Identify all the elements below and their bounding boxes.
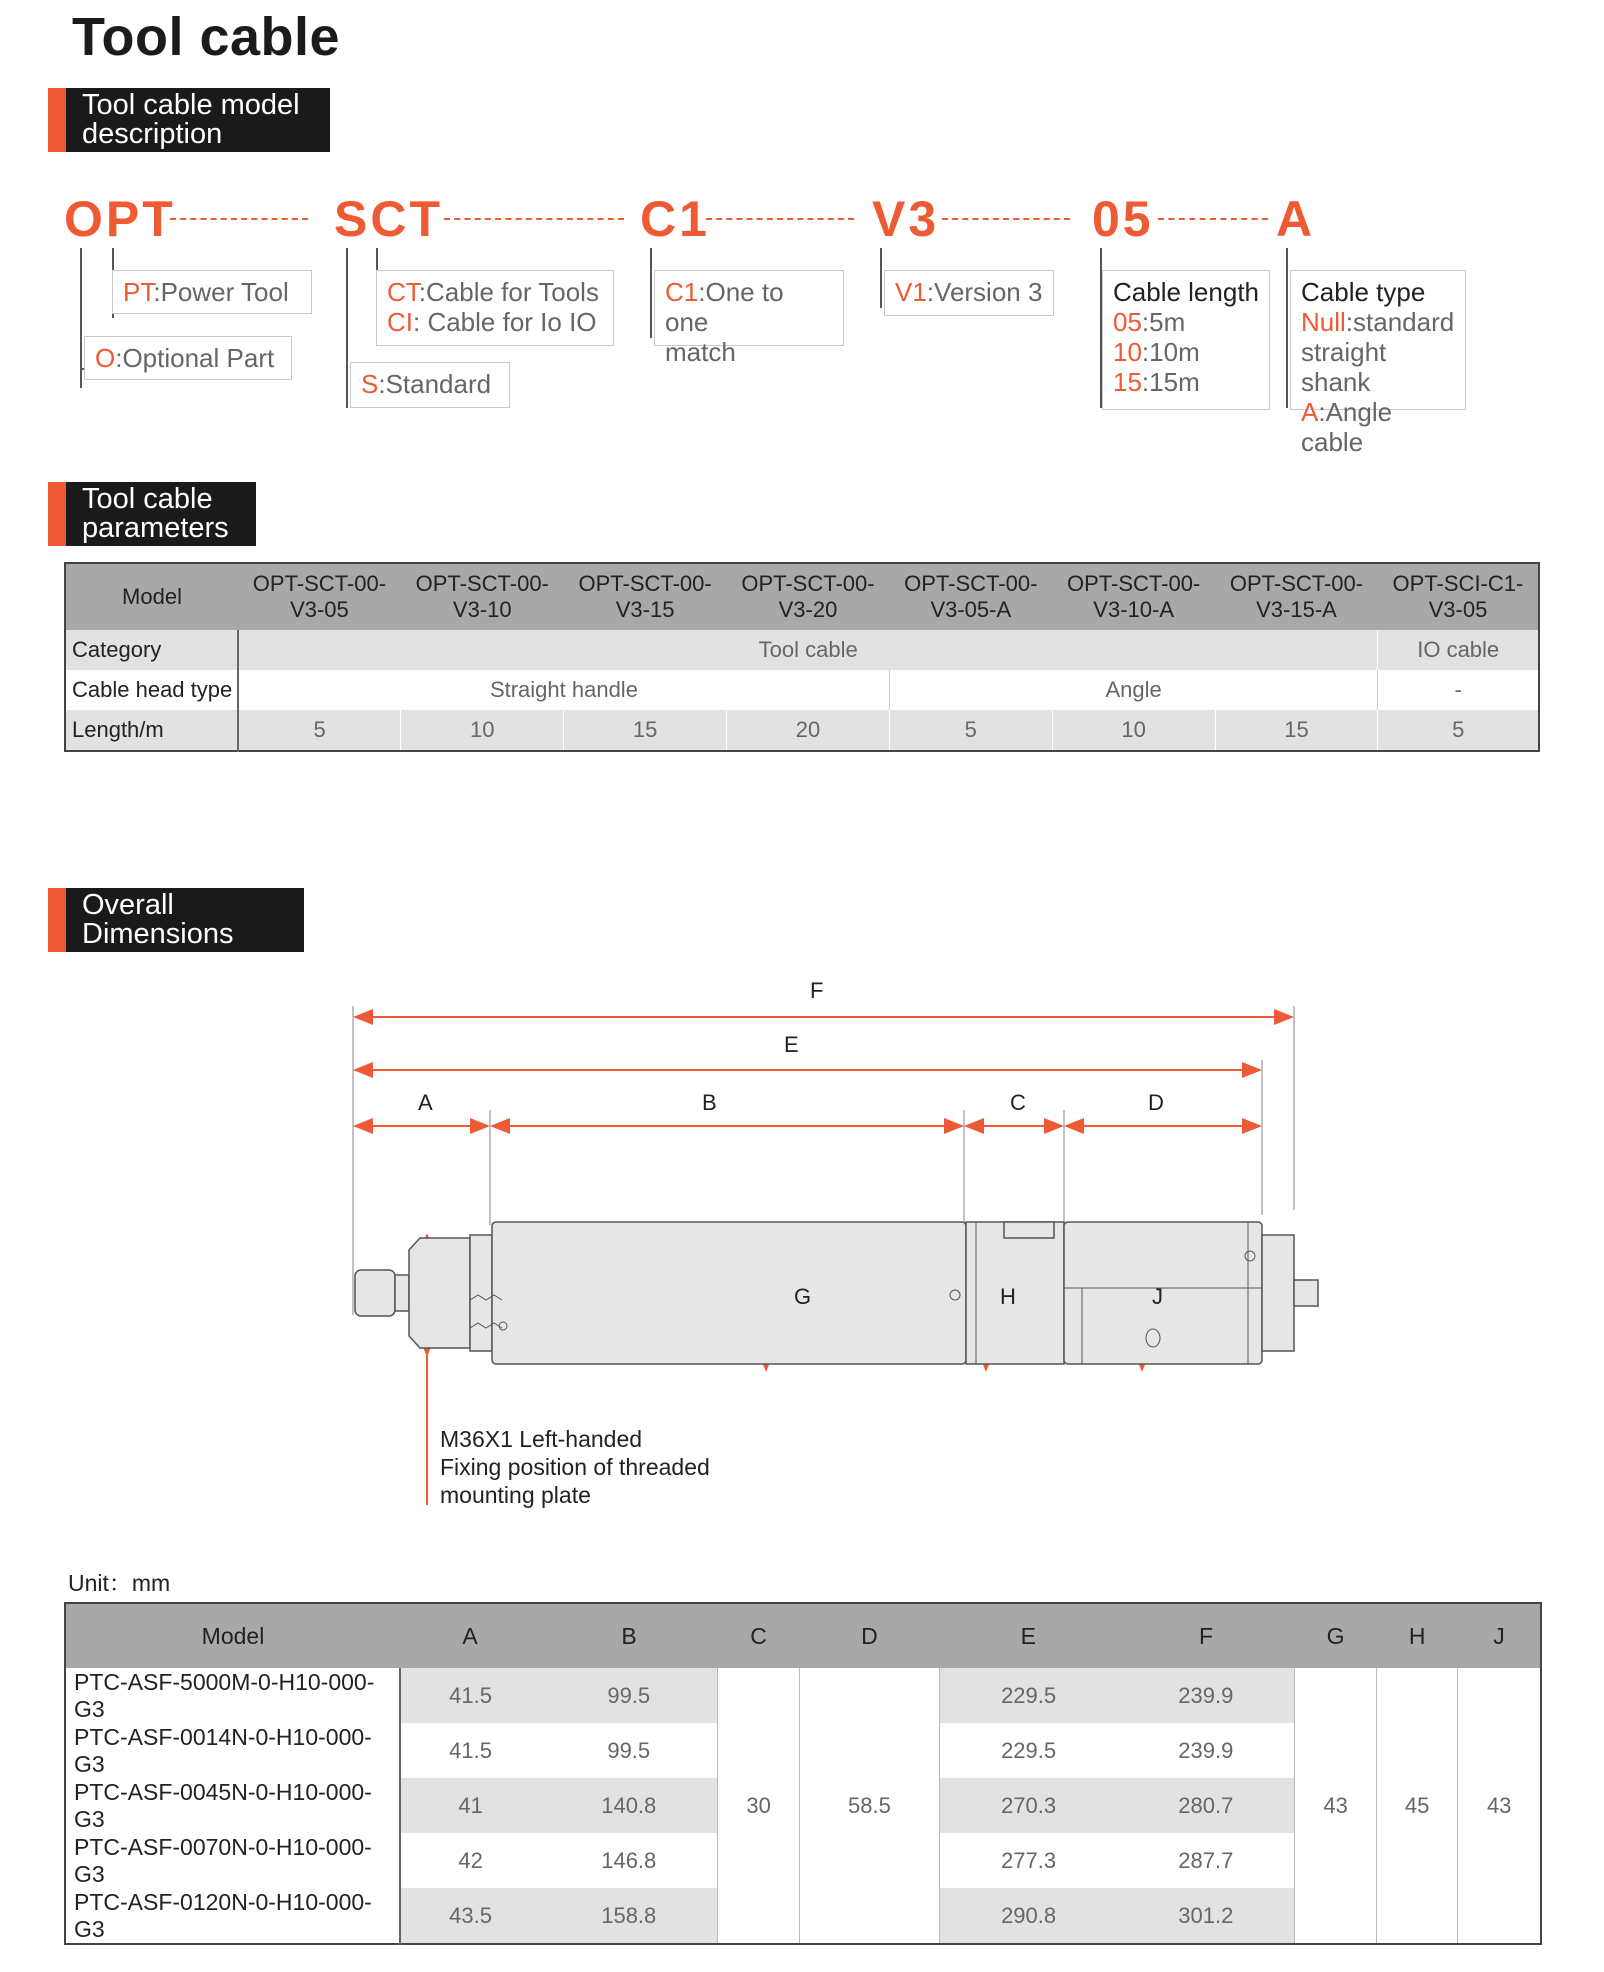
dim-label-g: G	[794, 1284, 812, 1309]
table-cell: 41.5	[400, 1723, 540, 1778]
section-accent-bar	[48, 888, 66, 952]
section-accent-bar	[48, 482, 66, 546]
section-title-line: Overall	[82, 889, 174, 921]
header-cell: Model	[65, 1603, 400, 1668]
header-cell: J	[1458, 1603, 1541, 1668]
header-cell: E	[940, 1603, 1118, 1668]
section-title-line: description	[82, 118, 223, 150]
table-cell: 99.5	[540, 1668, 718, 1723]
model-cell: PTC-ASF-0070N-0-H10-000-G3	[65, 1833, 400, 1888]
desc-text: match	[665, 337, 736, 367]
table-cell: 239.9	[1117, 1723, 1295, 1778]
table-cell: 15	[564, 710, 727, 751]
desc-box-type	[1290, 270, 1466, 457]
desc-box-length	[1102, 270, 1270, 410]
table-cell: 99.5	[540, 1723, 718, 1778]
desc-box-o	[84, 336, 292, 380]
table-cell: 287.7	[1117, 1833, 1295, 1888]
table-cell: 5	[889, 710, 1052, 751]
section-title-line: Dimensions	[82, 918, 234, 950]
desc-box-c1	[654, 270, 844, 367]
row-header: Cable head type	[65, 670, 238, 710]
header-cell: OPT-SCT-00- V3-15-A	[1215, 563, 1378, 630]
tool-drawing	[0, 960, 1604, 1520]
table-row	[65, 710, 1539, 751]
dim-label-e: E	[784, 1032, 799, 1057]
header-cell: G	[1295, 1603, 1377, 1668]
desc-key: CI	[387, 307, 413, 337]
dim-label-d: D	[1148, 1090, 1164, 1115]
desc-text: :Angle cable	[1301, 397, 1393, 457]
section-title-line: Tool cable model	[82, 89, 300, 121]
model-cell: PTC-ASF-5000M-0-H10-000-G3	[65, 1668, 400, 1723]
dim-label-b: B	[702, 1090, 717, 1115]
table-cell: 20	[727, 710, 890, 751]
desc-box-pt	[112, 270, 312, 314]
code-dash	[1158, 218, 1268, 220]
desc-key: A	[1301, 397, 1319, 427]
header-cell: B	[540, 1603, 718, 1668]
table-cell: 43	[1295, 1668, 1377, 1944]
dim-label-j: J	[1152, 1284, 1163, 1309]
desc-text: :One to one	[665, 277, 784, 337]
header-cell: OPT-SCT-00- V3-15	[564, 563, 727, 630]
header-cell: OPT-SCT-00- V3-05-A	[889, 563, 1052, 630]
dim-label-h: H	[1000, 1284, 1016, 1309]
table-cell: 10	[401, 710, 564, 751]
table-cell: Angle	[889, 670, 1378, 710]
table-cell: 146.8	[540, 1833, 718, 1888]
code-part-v3: V3	[872, 191, 940, 247]
table-cell: 280.7	[1117, 1778, 1295, 1833]
note-line: Fixing position of threaded	[440, 1454, 710, 1480]
header-cell: OPT-SCI-C1- V3-05	[1378, 563, 1539, 630]
note-line: mounting plate	[440, 1482, 591, 1508]
section-title-line: parameters	[82, 512, 229, 544]
table-cell: 58.5	[799, 1668, 939, 1944]
desc-text: :Power Tool	[153, 277, 289, 307]
header-cell: OPT-SCT-00- V3-05	[238, 563, 401, 630]
table-cell: 239.9	[1117, 1668, 1295, 1723]
header-cell: H	[1376, 1603, 1458, 1668]
desc-text: straight shank	[1301, 337, 1387, 397]
code-dash	[170, 218, 308, 220]
table-cell: 158.8	[540, 1888, 718, 1944]
code-part-sct: SCT	[334, 191, 443, 247]
header-cell: A	[400, 1603, 540, 1668]
desc-title: Cable length	[1113, 277, 1259, 307]
table-row	[65, 1668, 1541, 1723]
desc-text: :Cable for Tools	[418, 277, 599, 307]
desc-key: S	[361, 369, 379, 399]
code-dash	[444, 218, 624, 220]
code-dash	[706, 218, 854, 220]
row-header: Category	[65, 630, 238, 670]
connector-line	[80, 248, 82, 388]
dim-label-c: C	[1010, 1090, 1026, 1115]
code-part-opt: OPT	[64, 191, 176, 247]
tool-body	[355, 1222, 1318, 1364]
desc-text: :10m	[1141, 337, 1200, 367]
model-cell: PTC-ASF-0120N-0-H10-000-G3	[65, 1888, 400, 1944]
table-cell: 270.3	[940, 1778, 1118, 1833]
table-cell: IO cable	[1378, 630, 1539, 670]
table-cell: 301.2	[1117, 1888, 1295, 1944]
desc-box-ct-ci	[376, 270, 614, 346]
desc-key: Null	[1301, 307, 1346, 337]
desc-text: :Standard	[378, 369, 492, 399]
table-cell: 41.5	[400, 1668, 540, 1723]
desc-box-v1	[884, 270, 1054, 316]
table-cell: 229.5	[940, 1723, 1118, 1778]
table-cell: Tool cable	[238, 630, 1378, 670]
table-cell: 41	[400, 1778, 540, 1833]
desc-key: 05	[1113, 307, 1142, 337]
table-cell: 43.5	[400, 1888, 540, 1944]
code-dash	[942, 218, 1070, 220]
desc-key: O	[95, 343, 116, 373]
connector-line	[880, 248, 882, 308]
dimensions-table	[64, 1602, 1542, 1945]
desc-key: 10	[1113, 337, 1142, 367]
desc-text: :15m	[1141, 367, 1200, 397]
parameter-table	[64, 562, 1540, 752]
row-header: Length/m	[65, 710, 238, 751]
section-title-line: Tool cable	[82, 483, 213, 515]
desc-key: V1	[895, 277, 927, 307]
section-header-model-description	[48, 88, 330, 152]
desc-text: :standard	[1345, 307, 1455, 337]
desc-key: 15	[1113, 367, 1142, 397]
section-accent-bar	[48, 88, 66, 152]
desc-key: CT	[387, 277, 419, 307]
desc-key: C1	[665, 277, 699, 307]
desc-text: :Version 3	[926, 277, 1043, 307]
table-cell: 10	[1052, 710, 1215, 751]
table-cell: 45	[1376, 1668, 1458, 1944]
thread-note	[440, 1425, 710, 1509]
table-header-row	[65, 563, 1539, 630]
code-part-05: 05	[1092, 191, 1154, 247]
note-line: M36X1 Left-handed	[440, 1426, 643, 1452]
dim-label-a: A	[418, 1090, 433, 1115]
section-header-dimensions	[48, 888, 304, 952]
desc-text: : Cable for Io IO	[413, 307, 597, 337]
model-cell: PTC-ASF-0045N-0-H10-000-G3	[65, 1778, 400, 1833]
header-cell: OPT-SCT-00- V3-10-A	[1052, 563, 1215, 630]
table-cell: 43	[1458, 1668, 1541, 1944]
table-cell: 140.8	[540, 1778, 718, 1833]
desc-key: PT	[123, 277, 154, 307]
code-part-c1: C1	[640, 191, 710, 247]
table-row	[65, 630, 1539, 670]
page-title: Tool cable	[72, 7, 341, 67]
table-cell: -	[1378, 670, 1539, 710]
table-cell: 290.8	[940, 1888, 1118, 1944]
desc-text: :5m	[1141, 307, 1186, 337]
table-cell: 277.3	[940, 1833, 1118, 1888]
unit-label: Unit：mm	[68, 1570, 171, 1596]
table-cell: 30	[718, 1668, 800, 1944]
table-header-row	[65, 1603, 1541, 1668]
desc-title: Cable type	[1301, 277, 1426, 307]
dim-label-f: F	[810, 978, 824, 1003]
table-cell: 5	[1378, 710, 1539, 751]
table-cell: 15	[1215, 710, 1378, 751]
connector-line	[346, 248, 348, 408]
table-cell: 229.5	[940, 1668, 1118, 1723]
connector-line	[1286, 248, 1288, 408]
desc-box-s	[350, 362, 510, 408]
desc-text: :Optional Part	[115, 343, 275, 373]
header-cell: OPT-SCT-00- V3-20	[727, 563, 890, 630]
header-cell: C	[718, 1603, 800, 1668]
code-part-a: A	[1276, 191, 1316, 247]
table-cell: 5	[238, 710, 401, 751]
table-cell: 42	[400, 1833, 540, 1888]
header-cell: D	[799, 1603, 939, 1668]
section-header-parameters	[48, 482, 256, 546]
header-cell: F	[1117, 1603, 1295, 1668]
header-cell: OPT-SCT-00- V3-10	[401, 563, 564, 630]
header-cell: Model	[65, 563, 238, 630]
connector-line	[650, 248, 652, 338]
model-cell: PTC-ASF-0014N-0-H10-000-G3	[65, 1723, 400, 1778]
table-row	[65, 670, 1539, 710]
table-cell: Straight handle	[238, 670, 889, 710]
